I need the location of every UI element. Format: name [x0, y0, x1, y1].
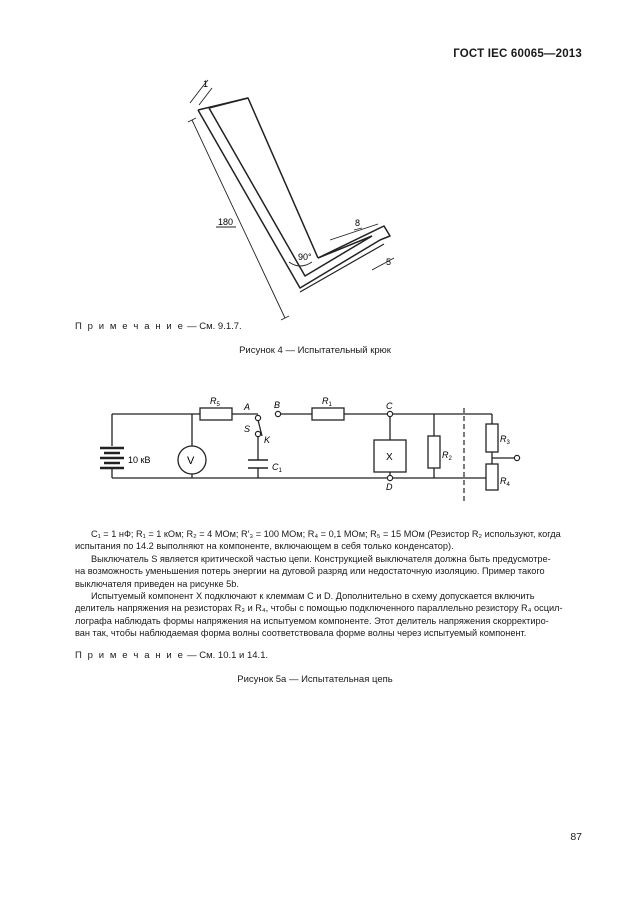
label-d: D — [386, 482, 393, 492]
component-x-label: X — [386, 452, 393, 463]
label-r2: $R_2$ — [442, 450, 452, 462]
label-r5: $R_5$ — [210, 396, 220, 408]
label-b: B — [274, 400, 281, 410]
angle-label: 90° — [298, 252, 312, 262]
standard-header: ГОСТ IEC 60065—2013 — [453, 48, 582, 60]
switch-paragraph: Выключатель S является критической частью цепи. Конструкцией выключателя должна быть предусмотре- на возможность уменьшения потерь энергии на дуговой разряд или недостаточную изоляцию. Пример такого выключателя приведен на рисунке 5b. — [75, 554, 551, 589]
label-r3: $R_3$ — [500, 434, 510, 446]
component-paragraph: Испытуемый компонент X подключают к клеммам C и D. Дополнительно в схему допускается включить делитель напряжения на резисторах R₃ и R₄, чтобы с помощью подключенного параллельно резистору R₄ осцил- лографа наблюдать формы напряжения на испытуемом компоненте. Этот делитель напряжения скорректиро- ван так, чтобы наблюдаемая форма волны соответствовала форме волны через испытуемый компонент. — [75, 591, 563, 639]
label-r1: $R_1$ — [322, 396, 332, 408]
label-s: S — [244, 424, 251, 434]
label-a: A — [244, 402, 251, 412]
figure-4-test-hook — [0, 0, 630, 330]
figure-4-note: П р и м е ч а н и е — См. 9.1.7. — [75, 321, 242, 332]
voltmeter-label: V — [187, 455, 195, 467]
page-number: 87 — [570, 831, 582, 843]
label-source: 10 кВ — [128, 455, 151, 465]
dim-8-label: 8 — [355, 218, 361, 228]
figure-5a-note: П р и м е ч а н и е — См. 10.1 и 14.1. — [75, 650, 269, 661]
label-k: K — [264, 435, 271, 445]
label-c1: $C_1$ — [272, 462, 282, 474]
label-c: C — [386, 401, 393, 411]
dim-1-label: 1 — [203, 79, 209, 89]
label-r4: $R_4$ — [500, 476, 510, 488]
figure-5a-caption: Рисунок 5а — Испытательная цепь — [237, 674, 393, 685]
dim-5-label: 5 — [386, 257, 392, 267]
figure-5a-circuit — [0, 392, 630, 512]
figure-4-caption: Рисунок 4 — Испытательный крюк — [239, 345, 391, 356]
circuit-legend: C₁ = 1 нФ; R₁ = 1 кОм; R₂ = 4 МОм; R′₃ = 100 МОм; R₄ = 0,1 МОм; R₅ = 15 МОм (Резистор R₂ используют, когда испытания по 14.2 выполняют на компоненте, включающем в себя только конденсатор). — [75, 529, 561, 552]
dim-180-label: 180 — [218, 217, 234, 227]
